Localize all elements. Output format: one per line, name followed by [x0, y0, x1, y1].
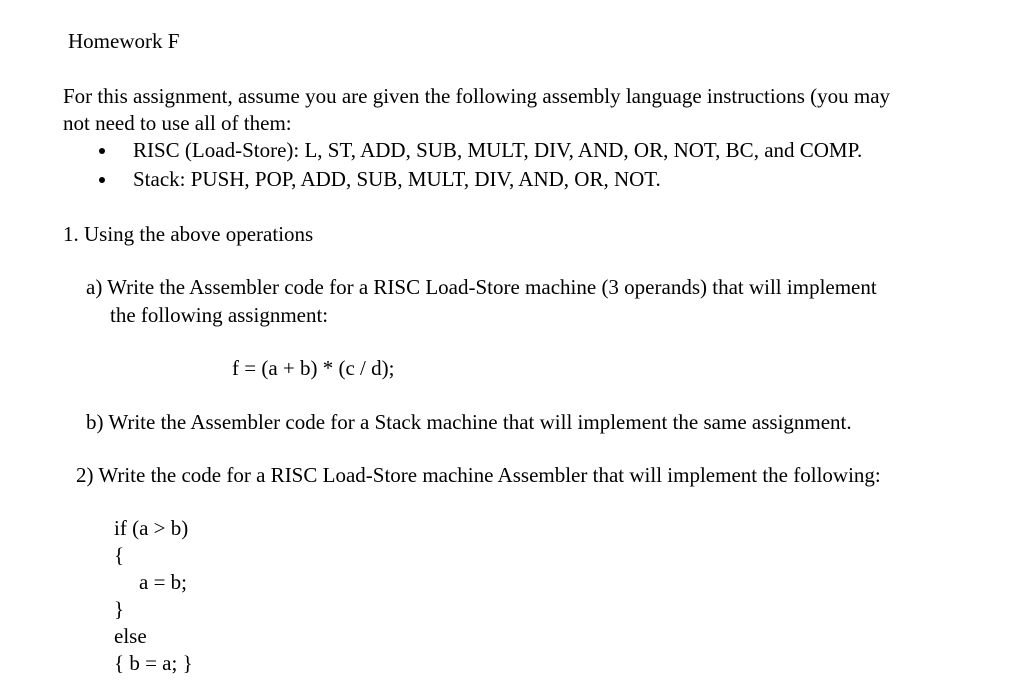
- code-line: a = b;: [139, 570, 187, 594]
- code-line: }: [114, 597, 125, 621]
- code-line: {: [114, 543, 125, 567]
- code-line: if (a > b): [114, 516, 189, 540]
- formula: f = (a + b) * (c / d);: [232, 356, 395, 380]
- intro-line-2: not need to use all of them:: [63, 111, 292, 135]
- question-1a-line-1: a) Write the Assembler code for a RISC Load-Store machine (3 operands) that will implement: [86, 275, 877, 299]
- intro-line-1: For this assignment, assume you are given the following assembly language instructions (you may: [63, 84, 891, 108]
- question-1-heading: 1. Using the above operations: [63, 222, 314, 246]
- question-2-heading: 2) Write the code for a RISC Load-Store machine Assembler that will implement the following:: [76, 463, 881, 487]
- code-line: { b = a; }: [114, 651, 193, 675]
- question-1a-line-2: the following assignment:: [110, 303, 329, 327]
- code-line: else: [114, 624, 147, 648]
- instruction-list-item: RISC (Load-Store): L, ST, ADD, SUB, MULT, DIV, AND, OR, NOT, BC, and COMP.: [133, 138, 863, 162]
- bullet-icon: [99, 177, 105, 183]
- document-title: Homework F: [68, 29, 180, 53]
- question-1b: b) Write the Assembler code for a Stack machine that will implement the same assignment.: [86, 410, 852, 434]
- bullet-icon: [99, 148, 105, 154]
- instruction-list-item: Stack: PUSH, POP, ADD, SUB, MULT, DIV, AND, OR, NOT.: [133, 167, 661, 191]
